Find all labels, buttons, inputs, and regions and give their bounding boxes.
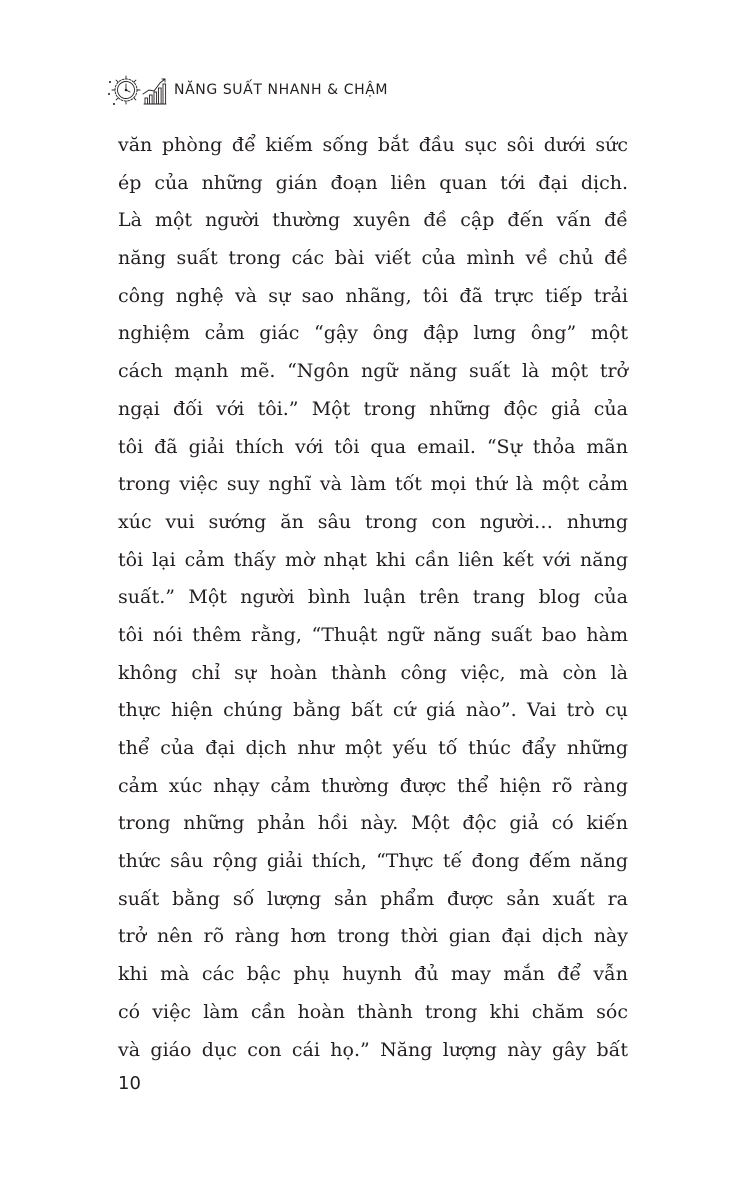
text-line: suất bằng số lượng sản phẩm được sản xuất ra — [118, 887, 628, 910]
text-line: thể của đại dịch như một yếu tố thúc đẩy những — [118, 737, 628, 759]
text-line: trong việc suy nghĩ và làm tốt mọi thứ là một cảm — [118, 473, 628, 496]
text-line: tôi lại cảm thấy mờ nhạt khi cần liên kết với năng — [118, 548, 628, 571]
text-line: ép của những gián đoạn liên quan tới đại dịch. — [118, 171, 628, 194]
text-line: khi mà các bậc phụ huynh đủ may mắn để vẫn — [118, 963, 628, 986]
text-line: Là một người thường xuyên đề cập đến vấn đề — [118, 209, 628, 232]
text-line: năng suất trong các bài viết của mình về chủ đề — [118, 247, 628, 270]
text-line: có việc làm cần hoàn thành trong khi chăm sóc — [118, 1000, 628, 1023]
text-line: nghiệm cảm giác “gậy ông đập lưng ông” một — [118, 322, 628, 345]
text-line: trong những phản hồi này. Một độc giả có kiến — [118, 812, 628, 835]
gear-clock-chart-icon — [106, 70, 168, 110]
text-line: công nghệ và sự sao nhãng, tôi đã trực tiếp trải — [118, 284, 628, 307]
text-line: tôi nói thêm rằng, “Thuật ngữ năng suất bao hàm — [118, 623, 628, 646]
text-line: cảm xúc nhạy cảm thường được thể hiện rõ ràng — [118, 774, 628, 797]
text-line: thức sâu rộng giải thích, “Thực tế đong đếm năng — [118, 850, 628, 873]
text-line: xúc vui sướng ăn sâu trong con người… nhưng — [118, 510, 628, 533]
text-line: trở nên rõ ràng hơn trong thời gian đại dịch này — [118, 925, 628, 948]
text-line: không chỉ sự hoàn thành công việc, mà còn là — [118, 661, 628, 684]
body-paragraph — [118, 127, 628, 1069]
text-line: tôi đã giải thích với tôi qua email. “Sự thỏa mãn — [118, 435, 628, 458]
text-line: văn phòng để kiếm sống bắt đầu sục sôi dưới sức — [118, 134, 628, 156]
text-line: ngại đối với tôi.” Một trong những độc giả của — [118, 397, 628, 420]
text-line: thực hiện chúng bằng bất cứ giá nào”. Vai trò cụ — [118, 699, 628, 722]
page-number: 10 — [118, 1073, 141, 1094]
running-header-title: NĂNG SUẤT NHANH & CHẬM — [174, 82, 389, 98]
text-line: cách mạnh mẽ. “Ngôn ngữ năng suất là một trở — [118, 360, 628, 383]
text-line: và giáo dục con cái họ.” Năng lượng này gây bất — [118, 1038, 628, 1061]
text-line: suất.” Một người bình luận trên trang blog của — [118, 586, 628, 609]
running-header — [106, 70, 388, 110]
